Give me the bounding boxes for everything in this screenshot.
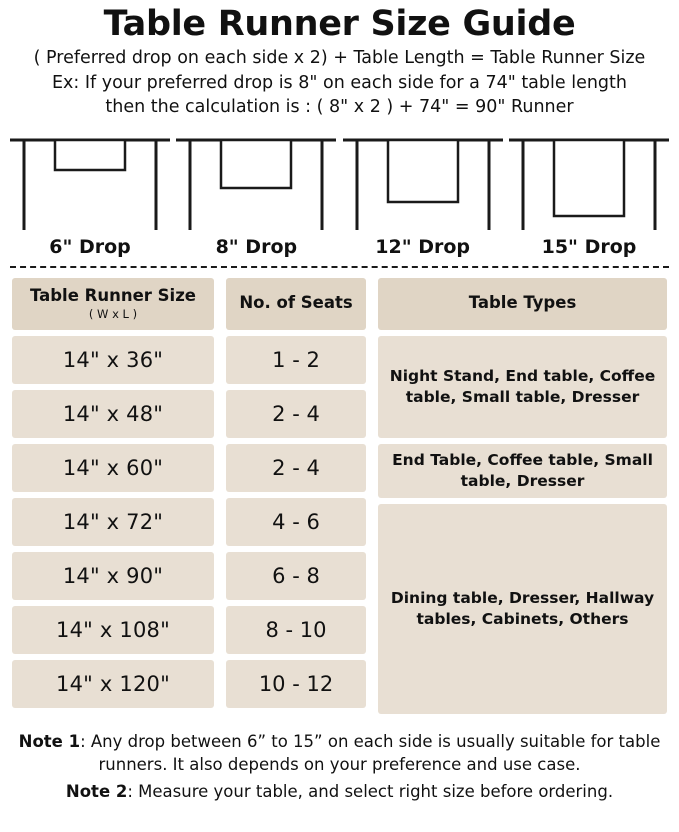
table-type-group-3: Dining table, Dresser, Hallway tables, Cabinets, Others [378, 504, 667, 714]
size-value: 14" x 108" [56, 617, 170, 642]
note-2-label: Note 2 [65, 781, 128, 801]
header-seats [226, 278, 366, 330]
table-row [12, 390, 214, 438]
table-row [226, 444, 366, 492]
column-runner-size [12, 278, 214, 720]
seat-value: 2 - 4 [272, 401, 320, 426]
drop-labels [8, 236, 671, 258]
example-line-1: Ex: If your preferred drop is 8" on each side for a 74" table length [51, 73, 627, 94]
table-row [12, 444, 214, 492]
table-type-group-2: End Table, Coffee table, Small table, Dresser [378, 444, 667, 498]
seat-value: 2 - 4 [272, 455, 320, 480]
table-illustration-6in [10, 130, 170, 234]
drop-label-15: 15" Drop [541, 235, 637, 258]
dashed-divider [10, 266, 669, 268]
size-value: 14" x 72" [62, 509, 164, 534]
seat-value: 1 - 2 [272, 347, 320, 372]
size-value: 14" x 36" [62, 347, 164, 372]
table-row [226, 498, 366, 546]
table-row [12, 552, 214, 600]
drop-label-12: 12" Drop [375, 235, 471, 258]
table-illustration-8in [176, 130, 336, 234]
drop-label-6: 6" Drop [49, 235, 131, 258]
note-1-label: Note 1 [18, 731, 81, 751]
table-row [226, 606, 366, 654]
formula-line: ( Preferred drop on each side x 2) + Table Length = Table Runner Size [33, 47, 646, 68]
drop-diagram-6 [10, 130, 170, 234]
drop-diagram-15 [509, 130, 669, 234]
notes-section [8, 730, 671, 803]
table-row [226, 552, 366, 600]
table-row [12, 660, 214, 708]
size-value: 14" x 60" [62, 455, 164, 480]
drop-diagram-12 [343, 130, 503, 234]
drop-label-8: 8" Drop [215, 235, 298, 258]
header-runner-size-sub: ( W x L ) [88, 306, 138, 321]
example-line-2: then the calculation is : ( 8" x 2 ) + 74" = 90" Runner [105, 97, 574, 117]
column-seats [226, 278, 366, 720]
drop-diagram-8 [176, 130, 336, 234]
note-2 [14, 780, 665, 803]
infographic-page [0, 6, 679, 832]
table-illustration-12in [343, 130, 503, 234]
size-table [8, 278, 671, 720]
note-1 [14, 730, 665, 776]
table-type-group-1: Night Stand, End table, Coffee table, Small table, Dresser [378, 336, 667, 438]
size-value: 14" x 48" [62, 401, 164, 426]
seat-value: 4 - 6 [272, 509, 320, 534]
table-row [226, 660, 366, 708]
column-table-types [378, 278, 667, 720]
header-table-types-main: Table Types [468, 293, 577, 313]
header-runner-size-main: Table Runner Size [29, 285, 196, 305]
seat-value: 6 - 8 [272, 563, 320, 588]
note-2-text: : Measure your table, and select right size before ordering. [127, 781, 614, 801]
header-runner-size [12, 278, 214, 330]
size-value: 14" x 90" [62, 563, 164, 588]
header-table-types [378, 278, 667, 330]
header-seats-main: No. of Seats [239, 293, 353, 313]
table-row [12, 336, 214, 384]
seat-value: 8 - 10 [265, 617, 327, 642]
table-row [226, 390, 366, 438]
size-value: 14" x 120" [56, 671, 170, 696]
drop-diagrams [8, 128, 671, 234]
table-row [12, 606, 214, 654]
table-illustration-15in [509, 130, 669, 234]
note-1-text: : Any drop between 6” to 15” on each side is usually suitable for table runners. It also depends on your preference and use case. [80, 731, 661, 774]
table-row [12, 498, 214, 546]
page-title: Table Runner Size Guide [103, 4, 576, 44]
table-row [226, 336, 366, 384]
seat-value: 10 - 12 [258, 671, 334, 696]
